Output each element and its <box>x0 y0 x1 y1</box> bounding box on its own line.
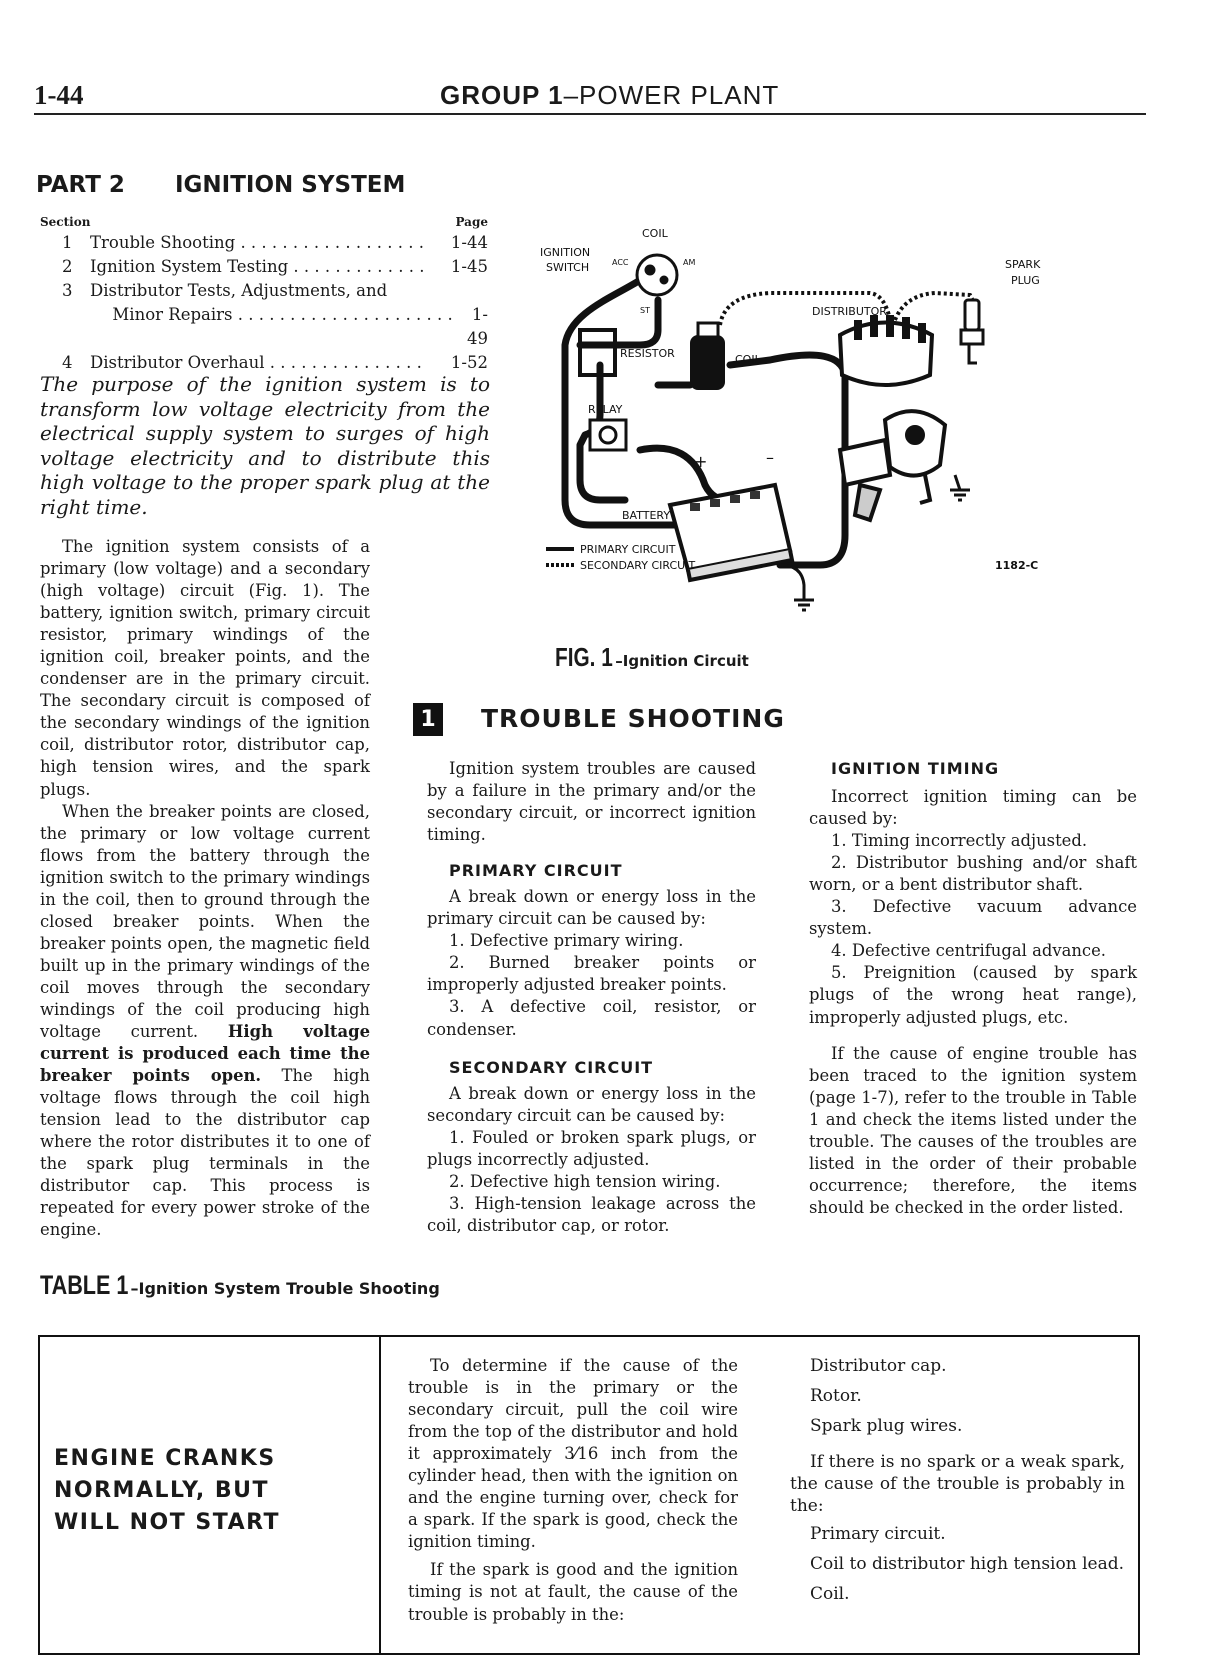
toc-section-label: Section <box>40 215 91 229</box>
cause-item: Coil to distributor high tension lead. <box>810 1554 1124 1574</box>
toc-num <box>40 303 84 351</box>
label-battery: BATTERY <box>622 509 671 522</box>
body-paragraph: The ignition system consists of a primary (low voltage) and a secondary (high voltage) circuit (Fig. 1). The battery, ignition switch, primary circuit resistor, primary windings of the ignition coil, breaker points, and the condenser are in the primary circuit. The secondary circuit is composed of the secondary windings of the ignition coil, distributor rotor, distributor cap, high tension wires, and the spark plugs. <box>40 537 370 799</box>
body-paragraph: A break down or energy loss in the primary circuit can be caused by: <box>427 887 756 929</box>
label-relay: RELAY <box>588 403 623 416</box>
list-item: 3. A defective coil, resistor, or condenser. <box>427 997 756 1039</box>
figure-caption-prefix: FIG. 1 <box>555 642 613 672</box>
body-paragraph: A break down or energy loss in the secondary circuit can be caused by: <box>427 1083 756 1125</box>
procedure-paragraph: To determine if the cause of the trouble is in the primary or the secondary circuit, pull the coil wire from the top of the distributor and hold it approximately 3⁄16 inch from the cylinder head, then with the ignition on and the engine turning over, check for a spark. If the spark is good, check the ignition timing. <box>408 1356 738 1552</box>
label-plus: + <box>694 452 708 471</box>
body-paragraph: Incorrect ignition timing can be caused by: <box>809 787 1137 829</box>
table-caption <box>40 1270 440 1301</box>
table-caption-prefix: TABLE 1 <box>40 1270 129 1300</box>
group-title-bold: GROUP 1 <box>440 80 564 110</box>
left-column-body <box>40 536 370 1242</box>
toc-title: Distributor Tests, Adjustments, and <box>90 281 388 300</box>
body-paragraph: If the cause of engine trouble has been traced to the ignition system (page 1-7), refer to the trouble in Table 1 and check the items listed under the trouble. The causes of the troubles are listed in the order of their probable occurrence; therefore, the items should be checked in the order listed. <box>809 1043 1137 1217</box>
cause-item: Rotor. <box>810 1386 862 1406</box>
toc-num: 2 <box>62 257 73 276</box>
section-title: TROUBLE SHOOTING <box>481 704 785 733</box>
label-minus: – <box>766 448 774 467</box>
procedure-paragraph: If the spark is good and the ignition timing is not at fault, the cause of the trouble is probably in the: <box>408 1560 738 1624</box>
part-title: IGNITION SYSTEM <box>175 172 406 198</box>
label-distributor: DISTRIBUTOR <box>812 305 887 318</box>
distributor-body <box>840 411 945 520</box>
condition-line: ENGINE CRANKS <box>54 1446 276 1471</box>
subhead-secondary-circuit: SECONDARY CIRCUIT <box>449 1057 654 1077</box>
list-item: 5. Preignition (caused by spark plugs of the wrong heat range), improperly adjusted plugs, etc. <box>809 963 1137 1027</box>
spark-plug <box>961 300 983 363</box>
label-coil-top: COIL <box>642 227 668 240</box>
body-paragraph <box>40 801 370 1242</box>
list-item: 4. Defective centrifugal advance. <box>831 941 1107 961</box>
right-column <box>809 758 1137 1219</box>
cause-item: Spark plug wires. <box>810 1416 963 1436</box>
toc-page: 1-45 <box>450 257 488 276</box>
toc-page: 1-52 <box>450 353 488 372</box>
label-ignition: IGNITION <box>540 246 591 259</box>
relay-component <box>590 420 626 450</box>
list-item: 2. Distributor bushing and/or shaft worn, or a bent distributor shaft. <box>809 853 1137 895</box>
figure-caption-title: –Ignition Circuit <box>615 652 749 670</box>
condition-line: WILL NOT START <box>54 1510 281 1535</box>
cause-note: If there is no spark or a weak spark, the cause of the trouble is probably in the: <box>790 1452 1125 1516</box>
coil-component <box>690 323 725 390</box>
secondary-wire <box>895 293 975 320</box>
section-number-badge: 1 <box>413 703 443 736</box>
group-title-rest: –POWER PLANT <box>563 80 780 110</box>
list-item: 1. Timing incorrectly adjusted. <box>831 831 1088 851</box>
table-of-contents <box>40 215 488 375</box>
label-switch: SWITCH <box>546 261 590 274</box>
list-item: 3. Defective vacuum advance system. <box>809 897 1137 939</box>
toc-row <box>40 231 488 255</box>
table-condition-cell <box>54 1443 374 1539</box>
trouble-shooting-table <box>38 1335 1140 1655</box>
toc-page <box>444 279 488 303</box>
list-item: 1. Fouled or broken spark plugs, or plugs incorrectly adjusted. <box>427 1127 756 1169</box>
subhead-primary-circuit: PRIMARY CIRCUIT <box>449 861 623 881</box>
toc-header <box>40 215 488 229</box>
subhead-ignition-timing: IGNITION TIMING <box>831 759 1000 778</box>
ignition-circuit-diagram <box>540 227 1100 655</box>
toc-title: Ignition System Testing . . . . . . . . . . . . . <box>90 257 425 276</box>
body-bold-text: High voltage current is produced each time the breaker points open. <box>40 1022 371 1086</box>
toc-page: 1-44 <box>450 233 488 252</box>
toc-row <box>40 279 488 303</box>
label-st: ST <box>640 306 650 315</box>
table-causes-cell <box>790 1355 1125 1613</box>
toc-page: 1-49 <box>467 305 488 348</box>
toc-title: Minor Repairs . . . . . . . . . . . . . . . . . . . . . <box>112 305 453 324</box>
label-plug: PLUG <box>1011 274 1040 287</box>
list-item: 2. Defective high tension wiring. <box>449 1171 721 1191</box>
toc-title: Distributor Overhaul . . . . . . . . . . . . . . . <box>90 353 422 372</box>
body-text: The high voltage flows through the coil high tension lead to the distributor cap where the rotor distributes it to one of the spark plug terminals in the distributor cap. This process is repeated for every power stroke of the engine. <box>40 1066 370 1240</box>
toc-page-label: Page <box>455 215 488 229</box>
toc-num: 4 <box>62 353 73 372</box>
figure-caption <box>555 642 749 673</box>
group-title <box>440 80 779 111</box>
toc-row <box>40 303 488 351</box>
body-paragraph: Ignition system troubles are caused by a failure in the primary and/or the secondary circuit, or incorrect ignition timing. <box>427 759 756 845</box>
body-text: When the breaker points are closed, the primary or low voltage current flows from the battery through the ignition switch to the primary windings in the coil, then to ground through the closed breaker points. When the breaker points open, the magnetic field built up in the primary windings of the coil moves through the secondary windings of the coil producing high voltage current. <box>40 801 370 1042</box>
cause-item: Coil. <box>810 1584 850 1604</box>
table-caption-title: –Ignition System Trouble Shooting <box>130 1279 440 1298</box>
label-am: AM <box>683 258 696 267</box>
toc-num: 1 <box>62 233 73 252</box>
label-coil: COIL <box>735 353 761 366</box>
list-item: 2. Burned breaker points or improperly adjusted breaker points. <box>427 953 756 995</box>
middle-column <box>427 758 756 1237</box>
list-item: 1. Defective primary wiring. <box>449 931 684 951</box>
label-acc: ACC <box>612 258 629 267</box>
figure-code: 1182-C <box>995 559 1039 572</box>
header-rule <box>34 113 1146 115</box>
toc-num: 3 <box>62 281 73 300</box>
part-label: PART 2 <box>36 172 125 198</box>
label-resistor: RESISTOR <box>620 347 675 360</box>
toc-row <box>40 255 488 279</box>
page-number: 1-44 <box>34 80 84 110</box>
condition-line: NORMALLY, BUT <box>54 1478 270 1503</box>
legend-secondary-label: SECONDARY CIRCUIT <box>580 559 696 572</box>
legend-primary-label: PRIMARY CIRCUIT <box>580 543 676 556</box>
table-procedure-cell <box>408 1355 738 1626</box>
table-divider <box>379 1337 381 1655</box>
toc-title: Trouble Shooting . . . . . . . . . . . . . . . . . . <box>90 233 425 252</box>
label-spark: SPARK <box>1005 258 1041 271</box>
list-item: 3. High-tension leakage across the coil, distributor cap, or rotor. <box>427 1193 756 1235</box>
intro-paragraph: The purpose of the ignition system is to transform low voltage electricity from the electrical supply system to surges of high voltage electricity and to distribute this high voltage to the proper spark plug at the right time. <box>40 372 490 519</box>
cause-item: Distributor cap. <box>810 1356 947 1376</box>
distributor-cap <box>840 315 932 385</box>
cause-item: Primary circuit. <box>810 1524 946 1544</box>
ignition-switch <box>637 255 677 295</box>
